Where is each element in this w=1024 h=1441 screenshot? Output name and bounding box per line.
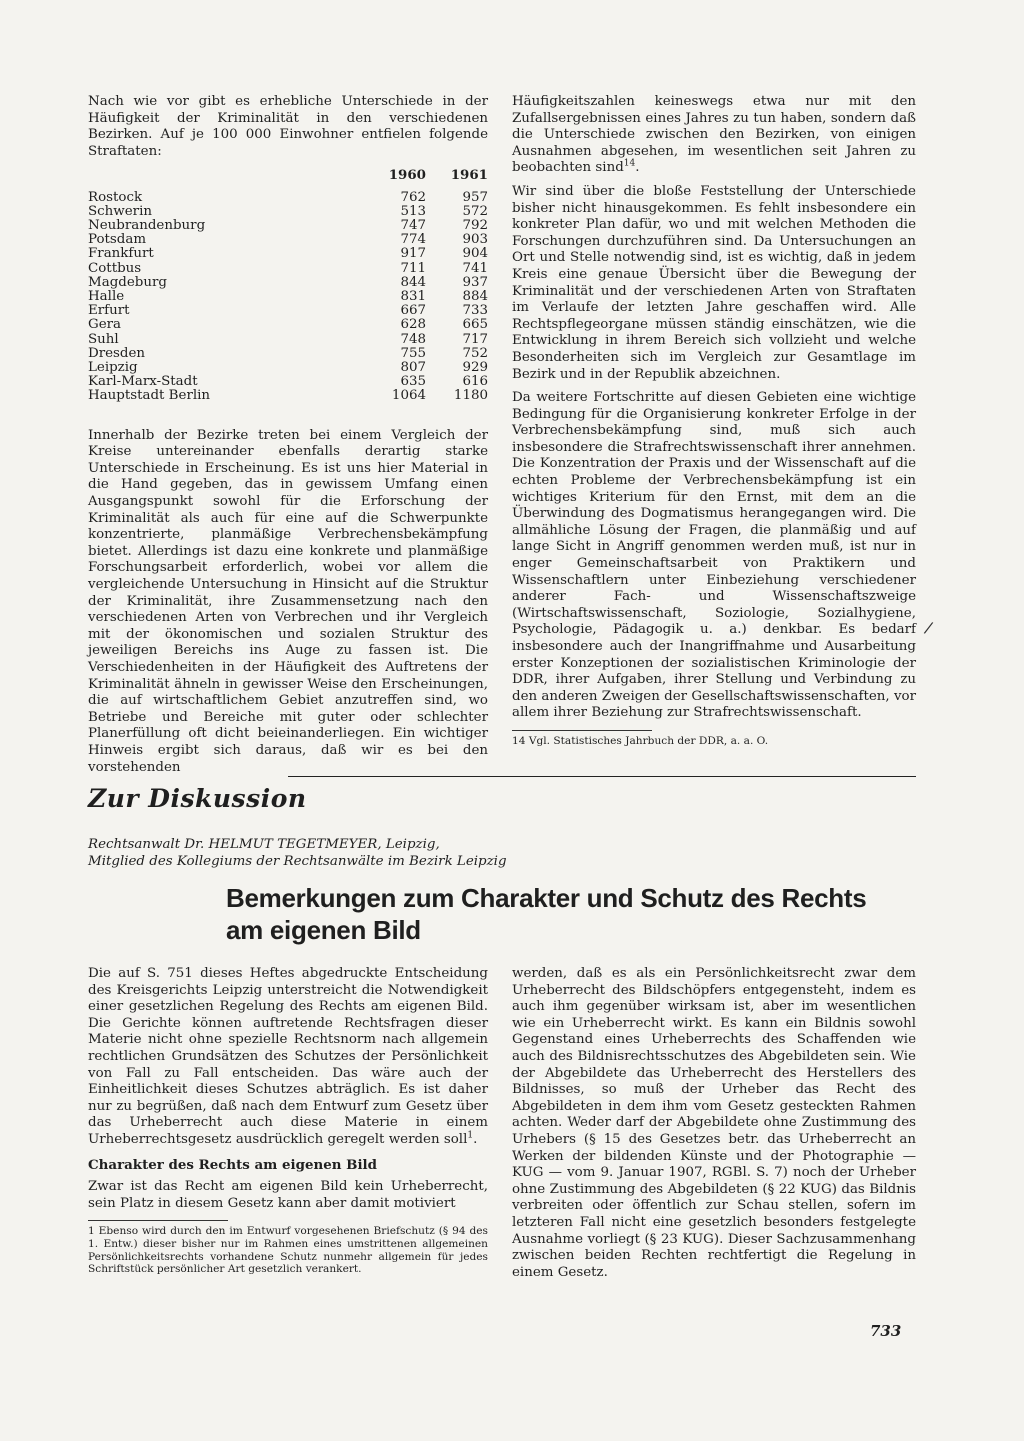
footnote-divider (512, 730, 652, 731)
author-affiliation: Mitglied des Kollegiums der Rechtsanwälte im Bezirk Leipzig (88, 854, 507, 869)
district-name: Halle (88, 289, 125, 304)
character-paragraph: Zwar ist das Recht am eigenen Bild kein Urheberrecht, sein Platz in diesem Gesetz kann aber damit motiviert (88, 1179, 488, 1211)
section-divider (288, 776, 916, 777)
footnote-ref-1[interactable]: 1 (467, 1130, 474, 1141)
value-1961: 665 (462, 317, 488, 333)
value-1960: 774 (400, 232, 426, 248)
value-1960: 711 (400, 260, 426, 276)
footnote-divider (88, 1220, 228, 1221)
table-row (88, 389, 488, 403)
author-byline (88, 836, 507, 870)
value-1960: 747 (400, 217, 426, 233)
section-title: Zur Diskussion (88, 784, 307, 813)
value-1961: 717 (462, 331, 488, 347)
table-row (88, 276, 488, 290)
article-subheading: Charakter des Rechts am eigenen Bild (88, 1156, 378, 1173)
value-1961: 616 (462, 374, 488, 390)
districts-paragraph: Innerhalb der Bezirke treten bei einem Vergleich der Kreise untereinander ebenfalls derartig starke Unterschiede in Erscheinung. Es ist uns hier Material in die Hand gegeben, das in gewissem Umfang einen Ausgangspunkt sowohl für die Erforschung der Kriminalität als auch für eine auf die Schwerpunkte konzentrierte, planmäßige Verbrechensbekämpfung bietet. Allerdings ist dazu eine konkrete und planmäßige Forschungsarbeit erforderlich, wobei vor allem die vergleichende Untersuchung in Hinsicht auf die Struktur der Kriminalität, ihre Zusammensetzung nach den verschiedenen Arten von Verbrechen und ihr Vergleich mit der ökonomischen und sozialen Struktur des jeweiligen Bereichs ins Auge zu fassen ist. Die Verschiedenheiten in der Häufigkeit des Auftretens der Kriminalität ähneln in gewisser Weise den Erscheinungen, die auf wirtschaftlichem Gebiet anzutreffen sind, wo Betriebe und Bereiche mit guter oder schlechter Planerfüllung oft dicht beieinanderliegen. Ein wichtiger Hinweis ergibt sich daraus, daß wir es bei den vorstehenden (88, 427, 488, 775)
value-1960: 1064 (391, 388, 426, 404)
district-name: Frankfurt (88, 246, 154, 262)
frequency-paragraph: Häufigkeitszahlen keineswegs etwa nur mit den Zufallsergebnissen eines Jahres zu tun haben, sondern daß die Unterschiede zwischen den Bezirken, von einigen Ausnahmen abgesehen, im wesentlichen seit Jahren zu beobachten sind$^{14}$. (512, 94, 916, 176)
table-row (88, 219, 488, 233)
value-1961: 957 (462, 189, 488, 205)
author-name: Rechtsanwalt Dr. HELMUT TEGETMEYER, Leipzig, (88, 837, 440, 852)
district-name: Leipzig (88, 360, 138, 376)
left-column-top (88, 94, 488, 783)
value-1960: 807 (400, 360, 426, 376)
intro-paragraph: Nach wie vor gibt es erhebliche Unterschiede in der Häufigkeit der Kriminalität in den verschiedenen Bezirken. Auf je 100 000 Einwohner entfielen folgende Straftaten: (88, 94, 488, 159)
table-row (88, 191, 488, 205)
district-name: Neubrandenburg (88, 217, 206, 233)
table-row (88, 233, 488, 247)
footnote-14: 14 Vgl. Statistisches Jahrbuch der DDR, a. a. O. (512, 734, 769, 747)
table-row (88, 290, 488, 304)
table-row (88, 361, 488, 375)
value-1961: 572 (462, 203, 488, 219)
value-1961: 937 (462, 274, 488, 290)
district-name: Erfurt (88, 303, 130, 319)
value-1961: 733 (462, 303, 488, 319)
table-row (88, 262, 488, 276)
value-1960: 635 (400, 374, 426, 390)
crime-statistics-table (88, 168, 488, 403)
value-1960: 748 (400, 331, 426, 347)
district-name: Rostock (88, 189, 143, 205)
table-body (88, 191, 488, 404)
value-1961: 741 (462, 260, 488, 276)
district-name: Karl-Marx-Stadt (88, 374, 198, 390)
article-intro-paragraph: Die auf S. 751 dieses Heftes abgedruckte Entscheidung des Kreisgerichts Leipzig unterstreicht die Notwendigkeit einer gesetzlichen Regelung des Rechts am eigenen Bild. Die Gerichte können auftretende Rechtsfragen dieser Materie nicht ohne spezielle Rechtsnorm nach allgemein rechtlichen Grundsätzen des Schutzes der Persönlichkeit von Fall zu Fall entscheiden. Das wäre auch der Einheitlichkeit dieses Schutzes abträglich. Es ist daher nur zu begrüßen, daß nach dem Entwurf zum Gesetz über das Urheberrecht auch diese Materie in einem Urheberrechtsgesetz ausdrücklich geregelt werden soll$^1$. (88, 966, 488, 1147)
article-headline: Bemerkungen zum Charakter und Schutz des Rechts am eigenen Bild (226, 883, 867, 945)
table-row (88, 318, 488, 332)
table-row (88, 205, 488, 219)
table-row (88, 347, 488, 361)
right-column-top (512, 94, 916, 748)
copyright-relation-paragraph: werden, daß es als ein Persönlichkeitsrecht zwar dem Urheberrecht des Bildschöpfers entgegensteht, indem es auch ihm gegenüber wirksam ist, aber im wesentlichen wie ein Urheberrecht wirkt. Es kann ein Bildnis sowohl Gegenstand eines Urheberrechts des Schaffenden wie auch des Bildnisrechtsschutzes des Abgebildeten sein. Wie der Abgebildete das Urheberrecht des Herstellers des Bildnisses, so muß der Urheber das Recht des Abgebildeten in dem ihm vom Gesetz gesteckten Rahmen achten. Weder darf der Abgebildete ohne Zustimmung des Urhebers (§ 15 des Gesetzes betr. das Urheberrecht an Werken der bildenden Künste und der Photographie — KUG — vom 9. Januar 1907, RGBl. S. 7) noch der Urheber ohne Zustimmung des Abgebildeten (§ 22 KUG) das Bildnis verbreiten oder öffentlich zur Schau stellen, sofern im letzteren Fall nicht eine gesetzlich besonders festgelegte Ausnahme vorliegt (§ 23 KUG). Dieser Sachzusammenhang zwischen beiden Rechten rechtfertigt die Regelung in einem Gesetz. (512, 966, 916, 1280)
value-1960: 762 (400, 189, 426, 205)
district-name: Potsdam (88, 232, 147, 248)
value-1960: 755 (400, 345, 426, 361)
district-name: Gera (88, 317, 122, 333)
page-number: 733 (870, 1322, 902, 1340)
district-name: Cottbus (88, 260, 142, 276)
research-plan-paragraph: Wir sind über die bloße Feststellung der Unterschiede bisher nicht hinausgekommen. Es fehlt insbesondere ein konkreter Plan dafür, wo und mit welchen Methoden die Forschungen durchzuführen sind. Da Untersuchungen an Ort und Stelle notwendig sind, ist es wichtig, daß in jedem Kreis eine genaue Übersicht über die Bewegung der Kriminalität und der verschiedenen Arten von Straftaten im Verlaufe der letzten Jahre geschaffen wird. Alle Rechtspflegeorgane müssen ständig einschätzen, wie die Entwicklung in ihrem Bereich sich vollzieht und welche Besonderheiten sich im Vergleich zur Gesamtlage im Bezirk und in der Republik abzeichnen. (512, 183, 916, 382)
value-1960: 628 (400, 317, 426, 333)
col-1961-header: 1961 (450, 167, 488, 184)
col-1960-header: 1960 (388, 167, 426, 184)
district-name: Suhl (88, 331, 119, 347)
value-1961: 929 (462, 360, 488, 376)
table-header-row (88, 168, 488, 190)
pen-mark: / (922, 617, 935, 638)
value-1960: 844 (400, 274, 426, 290)
district-name: Dresden (88, 345, 146, 361)
district-name: Schwerin (88, 203, 152, 219)
value-1961: 792 (462, 217, 488, 233)
right-column-bottom (512, 966, 916, 1288)
value-1960: 667 (400, 303, 426, 319)
table-row (88, 333, 488, 347)
value-1960: 831 (400, 289, 426, 304)
left-column-bottom (88, 966, 488, 1276)
value-1961: 884 (462, 289, 488, 304)
footnote-ref-14[interactable]: 14 (623, 158, 636, 169)
criminology-paragraph: Da weitere Fortschritte auf diesen Gebieten eine wichtige Bedingung für die Organisierung konkreter Erfolge in der Verbrechensbekämpfung sind, muß sich auch insbesondere die Strafrechtswissenschaft ihrer annehmen. Die Konzentration der Praxis und der Wissenschaft auf die echten Probleme der Verbrechensbekämpfung ist ein wichtiges Kriterium für den Ernst, mit dem an die Überwindung des Dogmatismus herangegangen wird. Die allmähliche Lösung der Fragen, die planmäßig und auf lange Sicht in Angriff genommen werden muß, ist nur in enger Gemeinschaftsarbeit von Praktikern und Wissenschaftlern unter Einbeziehung verschiedener anderer Fach- und Wissenschaftszweige (Wirtschaftswissenschaft, Soziologie, Sozialhygiene, Psychologie, Pädagogik u. a.) denkbar. Es bedarf insbesondere auch der Inangriffnahme und Ausarbeitung erster Konzeptionen der sozialistischen Kriminologie der DDR, ihrer Aufgaben, ihrer Stellung und Verbindung zu den anderen Zweigen der Gesellschaftswissenschaften, vor allem ihrer Beziehung zur Strafrechtswissenschaft. (512, 390, 916, 721)
table-row (88, 304, 488, 318)
value-1961: 752 (462, 345, 488, 361)
value-1961: 904 (462, 246, 488, 262)
table-row (88, 375, 488, 389)
value-1960: 917 (400, 246, 426, 262)
table-row (88, 247, 488, 261)
value-1961: 903 (462, 232, 488, 248)
district-name: Magdeburg (88, 274, 167, 290)
district-name: Hauptstadt Berlin (88, 388, 211, 404)
value-1960: 513 (400, 203, 426, 219)
value-1961: 1180 (453, 388, 488, 404)
footnote-1: 1 Ebenso wird durch den im Entwurf vorgesehenen Briefschutz (§ 94 des 1. Entw.) dieser bisher nur im Rahmen eines umstrittenen allgemeinen Persönlichkeitsrechts vorhandene Schutz nunmehr allgemein für jedes Schriftstück persönlicher Art gesetzlich verankert. (88, 1225, 488, 1276)
